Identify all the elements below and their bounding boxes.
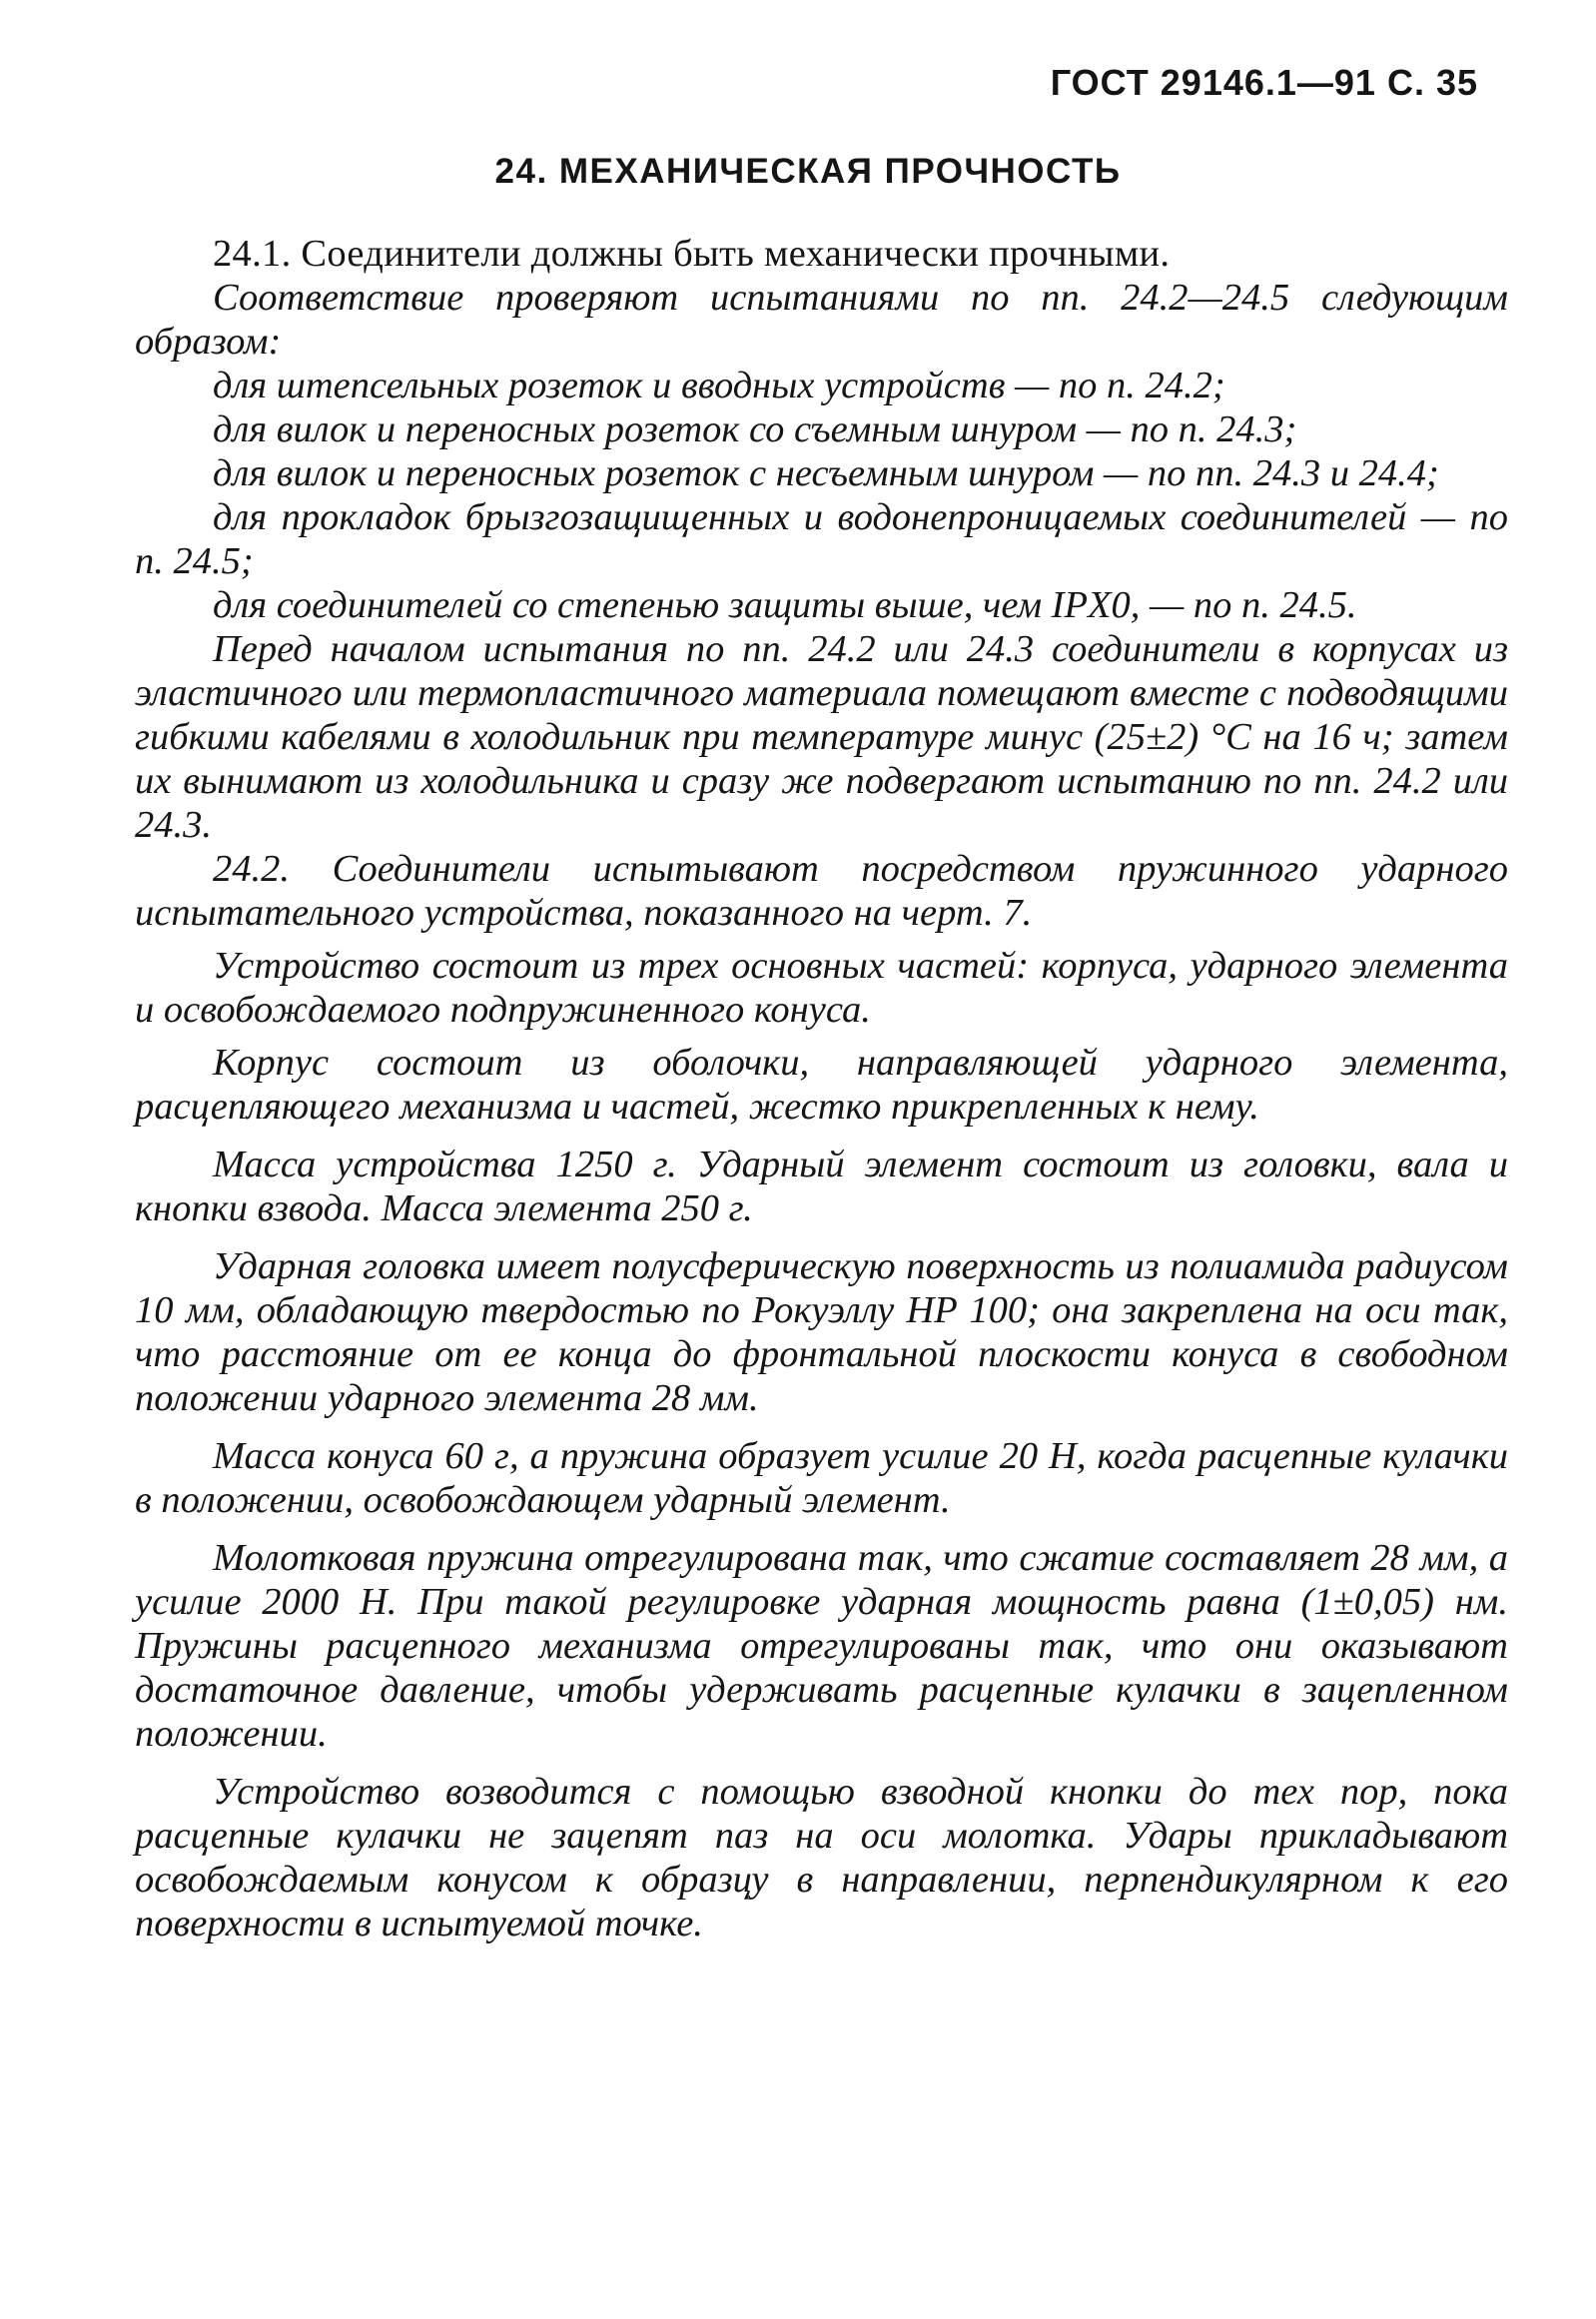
- paragraph-24-2: 24.2. Соединители испытывают посредством пружинного ударного испытательного устройства, показанного на черт. 7.: [135, 848, 1508, 934]
- paragraph-24-1: 24.1. Соединители должны быть механически прочными.: [213, 233, 1171, 275]
- paragraph-striker-head: Ударная головка имеет полусферическую поверхность из полиамида радиусом 10 мм, обладающую твердостью по Рокуэллу HP 100; она закреплена на оси так, что расстояние от ее конца до фронтальной плоскости конуса в свободном положении ударного элемента 28 мм.: [135, 1245, 1508, 1419]
- paragraph-cocking: Устройство возводится с помощью взводной кнопки до тех пор, пока расцепные кулачки не зацепят паз на оси молотка. Удары прикладывают освобождаемым конусом к образцу в направлении, перпендикулярном к его поверхности в испытуемой точке.: [135, 1771, 1508, 1944]
- paragraph-device-parts: Устройство состоит из трех основных частей: корпуса, ударного элемента и освобождаемого подпружиненного конуса.: [135, 945, 1508, 1031]
- page-header: ГОСТ 29146.1—91 С. 35: [1050, 62, 1478, 103]
- paragraph-cold-conditioning: Перед началом испытания по пп. 24.2 или 24.3 соединители в корпусах из эластичного или термопластичного материала помещают вместе с подводящими гибкими кабелями в холодильник при температуре минус (25±2) °С на 16 ч; затем их вынимают из холодильника и сразу же подвергают испытанию по пп. 24.2 или 24.3.: [135, 628, 1508, 846]
- paragraph-cone-mass: Масса конуса 60 г, а пружина образует усилие 20 Н, когда расцепные кулачки в положении, освобождающем ударный элемент.: [135, 1435, 1508, 1521]
- section-title: 24. МЕХАНИЧЕСКАЯ ПРОЧНОСТЬ: [494, 152, 1122, 191]
- list-item-fixed-cord: для вилок и переносных розеток с несъемным шнуром — по пп. 24.3 и 24.4;: [213, 452, 1439, 494]
- list-item-gaskets: для прокладок брызгозащищенных и водонепроницаемых соединителей — по п. 24.5;: [135, 496, 1508, 582]
- section-body: [135, 232, 1508, 1945]
- paragraph-hammer-spring: Молотковая пружина отрегулирована так, что сжатие составляет 28 мм, а усилие 2000 Н. При такой регулировке ударная мощность равна (1±0,05) нм. Пружины расцепного механизма отрегулированы так, что они оказывают достаточное давление, чтобы удерживать расцепные кулачки в зацепленном положении.: [135, 1537, 1508, 1755]
- list-item-sockets: для штепсельных розеток и вводных устройств — по п. 24.2;: [213, 365, 1225, 406]
- list-item-removable-cord: для вилок и переносных розеток со съемным шнуром — по п. 24.3;: [213, 408, 1297, 450]
- paragraph-compliance: Соответствие проверяют испытаниями по пп. 24.2—24.5 следующим образом:: [135, 277, 1508, 363]
- paragraph-mass: Масса устройства 1250 г. Ударный элемент состоит из головки, вала и кнопки взвода. Масса элемента 250 г.: [135, 1144, 1508, 1229]
- list-item-ipx0: для соединителей со степенью защиты выше, чем IPX0, — по п. 24.5.: [213, 584, 1357, 626]
- paragraph-body: Корпус состоит из оболочки, направляющей ударного элемента, расцепляющего механизма и частей, жестко прикрепленных к нему.: [135, 1042, 1508, 1128]
